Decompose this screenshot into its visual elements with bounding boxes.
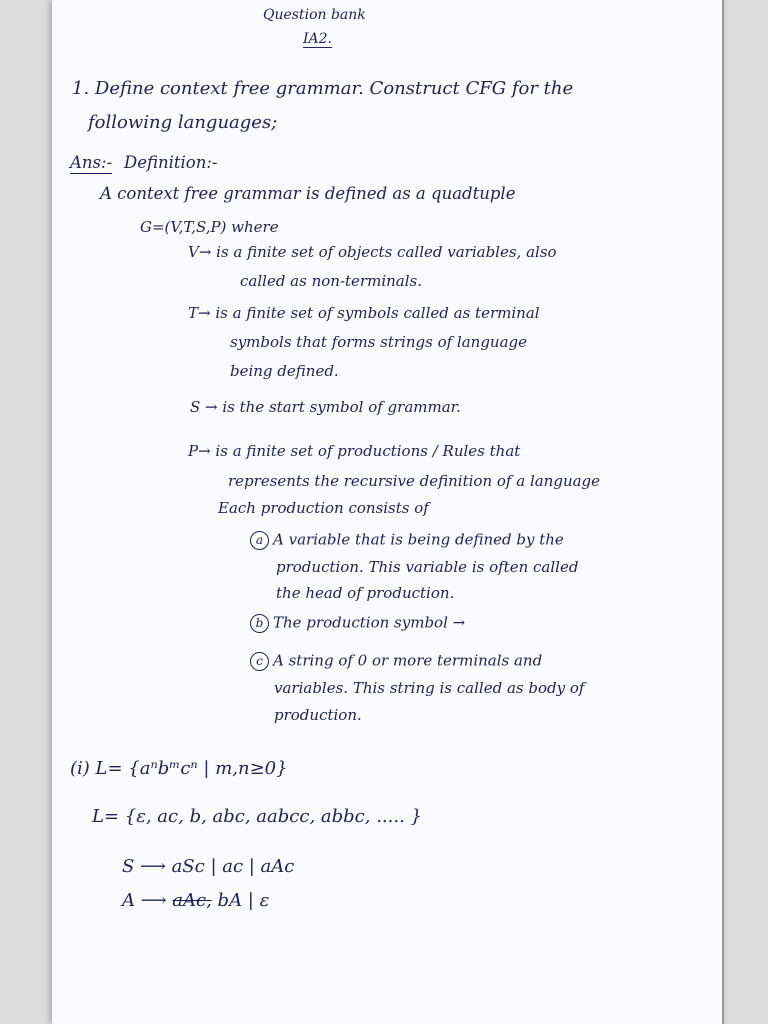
start-symbol-line: S → is the start symbol of grammar. [190, 398, 461, 416]
production-rule-2 [122, 892, 269, 910]
marker-b: b [250, 614, 269, 633]
production-rule-1: S ⟶ aSc | ac | aAc [122, 856, 295, 877]
definition-intro: A context free grammar is defined as a quadtuple [100, 184, 516, 203]
language-set: L= {ε, ac, b, abc, aabcc, abbc, ..... } [92, 806, 422, 827]
part-a-line-3: the head of production. [276, 584, 455, 602]
part-c-line-2: variables. This string is called as body of [274, 679, 585, 697]
productions-line-3: Each production consists of [218, 499, 429, 517]
rule-2-rhs: bA | ε [217, 890, 270, 911]
part-a-line-2: production. This variable is often called [276, 558, 579, 576]
variables-line-2: called as non-terminals. [240, 272, 422, 290]
productions-line-1: P→ is a finite set of productions / Rules that [188, 442, 521, 460]
page-edge [722, 0, 724, 1024]
variables-line-1: V→ is a finite set of objects called variables, also [188, 243, 557, 261]
page-title: Question bank [263, 7, 366, 23]
terminals-line-3: being defined. [230, 362, 339, 380]
definition-heading: Definition:- [124, 153, 218, 172]
grammar-tuple: G=(V,T,S,P) where [140, 218, 279, 236]
part-c-text: A string of 0 or more terminals and [273, 651, 543, 670]
productions-line-2: represents the recursive definition of a language [228, 472, 601, 490]
language-definition: (i) L= {aⁿbᵐcⁿ | m,n≥0} [70, 758, 288, 779]
question-line-2: following languages; [88, 112, 278, 133]
page-subtitle: IA2. [303, 31, 332, 47]
part-c-line-1 [250, 652, 542, 671]
part-c-line-3: production. [274, 706, 362, 724]
terminals-line-1: T→ is a finite set of symbols called as terminal [188, 304, 540, 322]
rule-2-struck: aAc, [172, 890, 212, 911]
marker-c: c [250, 652, 269, 671]
part-a-line-1 [250, 531, 564, 550]
part-a-text: A variable that is being defined by the [273, 530, 564, 549]
part-b-text: The production symbol → [273, 613, 466, 632]
question-line-1: 1. Define context free grammar. Construct CFG for the [72, 78, 574, 99]
answer-label: Ans:- [70, 153, 113, 172]
rule-2-lhs: A ⟶ [122, 890, 167, 911]
terminals-line-2: symbols that forms strings of language [230, 333, 528, 351]
part-b-line [250, 614, 465, 633]
marker-a: a [250, 531, 269, 550]
